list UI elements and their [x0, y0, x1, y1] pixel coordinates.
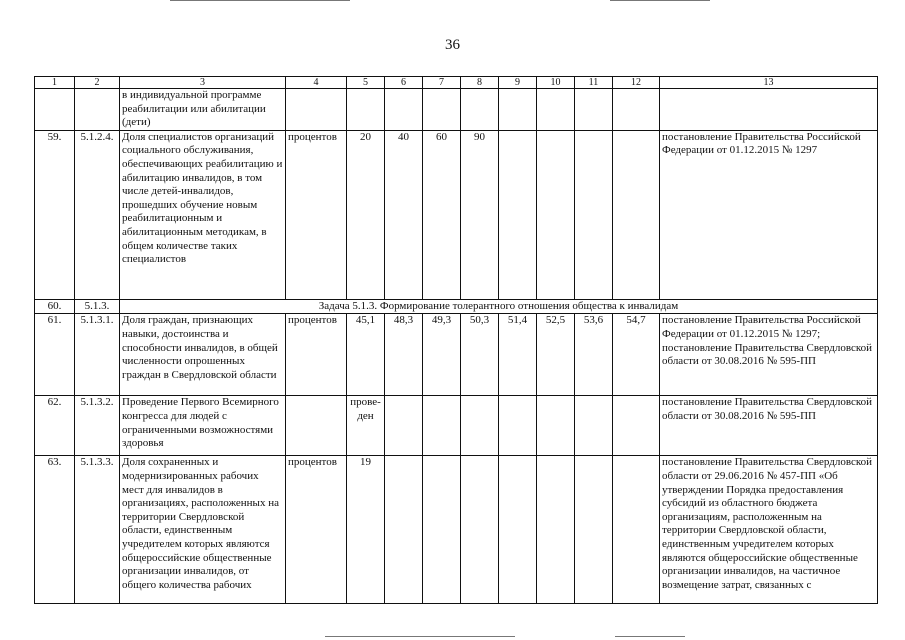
value-col-5: 19 [347, 456, 385, 604]
value-col-5: 20 [347, 130, 385, 299]
column-number: 3 [120, 77, 286, 89]
indicator-name: в индивидуальной программе реабилитации или абилитации (дети) [120, 89, 286, 131]
task-row [35, 299, 878, 314]
value-col-11: 53,6 [575, 314, 613, 396]
value-col-10 [537, 456, 575, 604]
value-col-9 [499, 396, 537, 456]
table-row [35, 456, 878, 604]
indicator-name: Проведение Первого Всемирного конгресса для людей с ограниченными возможностями здоровья [120, 396, 286, 456]
table-row [35, 314, 878, 396]
row-code: 5.1.2.4. [75, 130, 120, 299]
value-col-10 [537, 130, 575, 299]
row-code: 5.1.3.1. [75, 314, 120, 396]
legal-basis: постановление Правительства Свердловской области от 29.06.2016 № 457-ПП «Об утверждении Порядка предоставления субсидий из областного бюджета организациям, расположенным на территории Свердловской области, единственным учредителем которых являются общероссийские общественные организации инвалидов, на частичное возмещение затрат, связанных с [660, 456, 878, 604]
row-number: 61. [35, 314, 75, 396]
bottom-rule-left [325, 636, 515, 637]
value-col-7: 49,3 [423, 314, 461, 396]
task-heading: Задача 5.1.3. Формирование толерантного отношения общества к инвалидам [120, 299, 878, 314]
row-number: 63. [35, 456, 75, 604]
row-code: 5.1.3.3. [75, 456, 120, 604]
column-number: 10 [537, 77, 575, 89]
value-col-10: 52,5 [537, 314, 575, 396]
column-number: 6 [385, 77, 423, 89]
unit: процентов [286, 456, 347, 604]
row-number: 60. [35, 299, 75, 314]
value-col-8 [461, 396, 499, 456]
unit [286, 396, 347, 456]
indicator-name: Доля специалистов организаций социального обслуживания, обеспечивающих реабилитацию и абилитацию инвалидов, в том числе детей-инвалидов, прошедших обучение новым реабилитационным и абилитационным методикам, в общем количестве таких специалистов [120, 130, 286, 299]
legal-basis [660, 89, 878, 131]
column-number: 9 [499, 77, 537, 89]
column-number: 12 [613, 77, 660, 89]
bottom-rule-right [615, 636, 685, 637]
column-number: 13 [660, 77, 878, 89]
column-number: 1 [35, 77, 75, 89]
top-rule-right [610, 0, 710, 1]
indicators-table [34, 76, 878, 604]
unit [286, 89, 347, 131]
value-col-6 [385, 396, 423, 456]
column-number: 7 [423, 77, 461, 89]
table-body [35, 77, 878, 604]
value-col-7 [423, 456, 461, 604]
value-col-12 [613, 130, 660, 299]
row-code: 5.1.3. [75, 299, 120, 314]
indicator-name: Доля сохраненных и модернизированных рабочих мест для инвалидов в организациях, расположенных на территории Свердловской области, единственным учредителем которых являются общероссийские общественные организации инвалидов, от общего количества рабочих [120, 456, 286, 604]
value-col-11 [575, 130, 613, 299]
value-col-7 [423, 396, 461, 456]
value-col-6 [385, 456, 423, 604]
value-col-11 [575, 456, 613, 604]
column-number: 5 [347, 77, 385, 89]
row-code [75, 89, 120, 131]
value-col-7 [423, 89, 461, 131]
column-number: 11 [575, 77, 613, 89]
value-col-9 [499, 130, 537, 299]
legal-basis: постановление Правительства Российской Федерации от 01.12.2015 № 1297; постановление Правительства Свердловской области от 30.08.2016 № 595-ПП [660, 314, 878, 396]
value-col-6: 48,3 [385, 314, 423, 396]
row-number [35, 89, 75, 131]
value-col-10 [537, 89, 575, 131]
value-col-8 [461, 456, 499, 604]
indicator-name: Доля граждан, признающих навыки, достоинства и способности инвалидов, в общей численности опрошенных граждан в Свердловской области [120, 314, 286, 396]
value-col-9: 51,4 [499, 314, 537, 396]
table-row [35, 89, 878, 131]
row-code: 5.1.3.2. [75, 396, 120, 456]
column-number: 2 [75, 77, 120, 89]
legal-basis: постановление Правительства Российской Федерации от 01.12.2015 № 1297 [660, 130, 878, 299]
value-col-5: 45,1 [347, 314, 385, 396]
table-row [35, 396, 878, 456]
column-number: 4 [286, 77, 347, 89]
column-number-row [35, 77, 878, 89]
table-row [35, 130, 878, 299]
value-col-12 [613, 456, 660, 604]
value-col-5: прове-ден [347, 396, 385, 456]
value-col-11 [575, 396, 613, 456]
row-number: 59. [35, 130, 75, 299]
value-col-12 [613, 89, 660, 131]
value-col-8: 50,3 [461, 314, 499, 396]
value-col-5 [347, 89, 385, 131]
unit: процентов [286, 314, 347, 396]
top-rule-left [170, 0, 350, 1]
value-col-7: 60 [423, 130, 461, 299]
column-number: 8 [461, 77, 499, 89]
unit: процентов [286, 130, 347, 299]
value-col-12 [613, 396, 660, 456]
value-col-11 [575, 89, 613, 131]
value-col-6 [385, 89, 423, 131]
value-col-8 [461, 89, 499, 131]
value-col-8: 90 [461, 130, 499, 299]
legal-basis: постановление Правительства Свердловской области от 30.08.2016 № 595-ПП [660, 396, 878, 456]
row-number: 62. [35, 396, 75, 456]
value-col-9 [499, 89, 537, 131]
value-col-9 [499, 456, 537, 604]
value-col-10 [537, 396, 575, 456]
value-col-12: 54,7 [613, 314, 660, 396]
page-number: 36 [445, 37, 460, 53]
value-col-6: 40 [385, 130, 423, 299]
